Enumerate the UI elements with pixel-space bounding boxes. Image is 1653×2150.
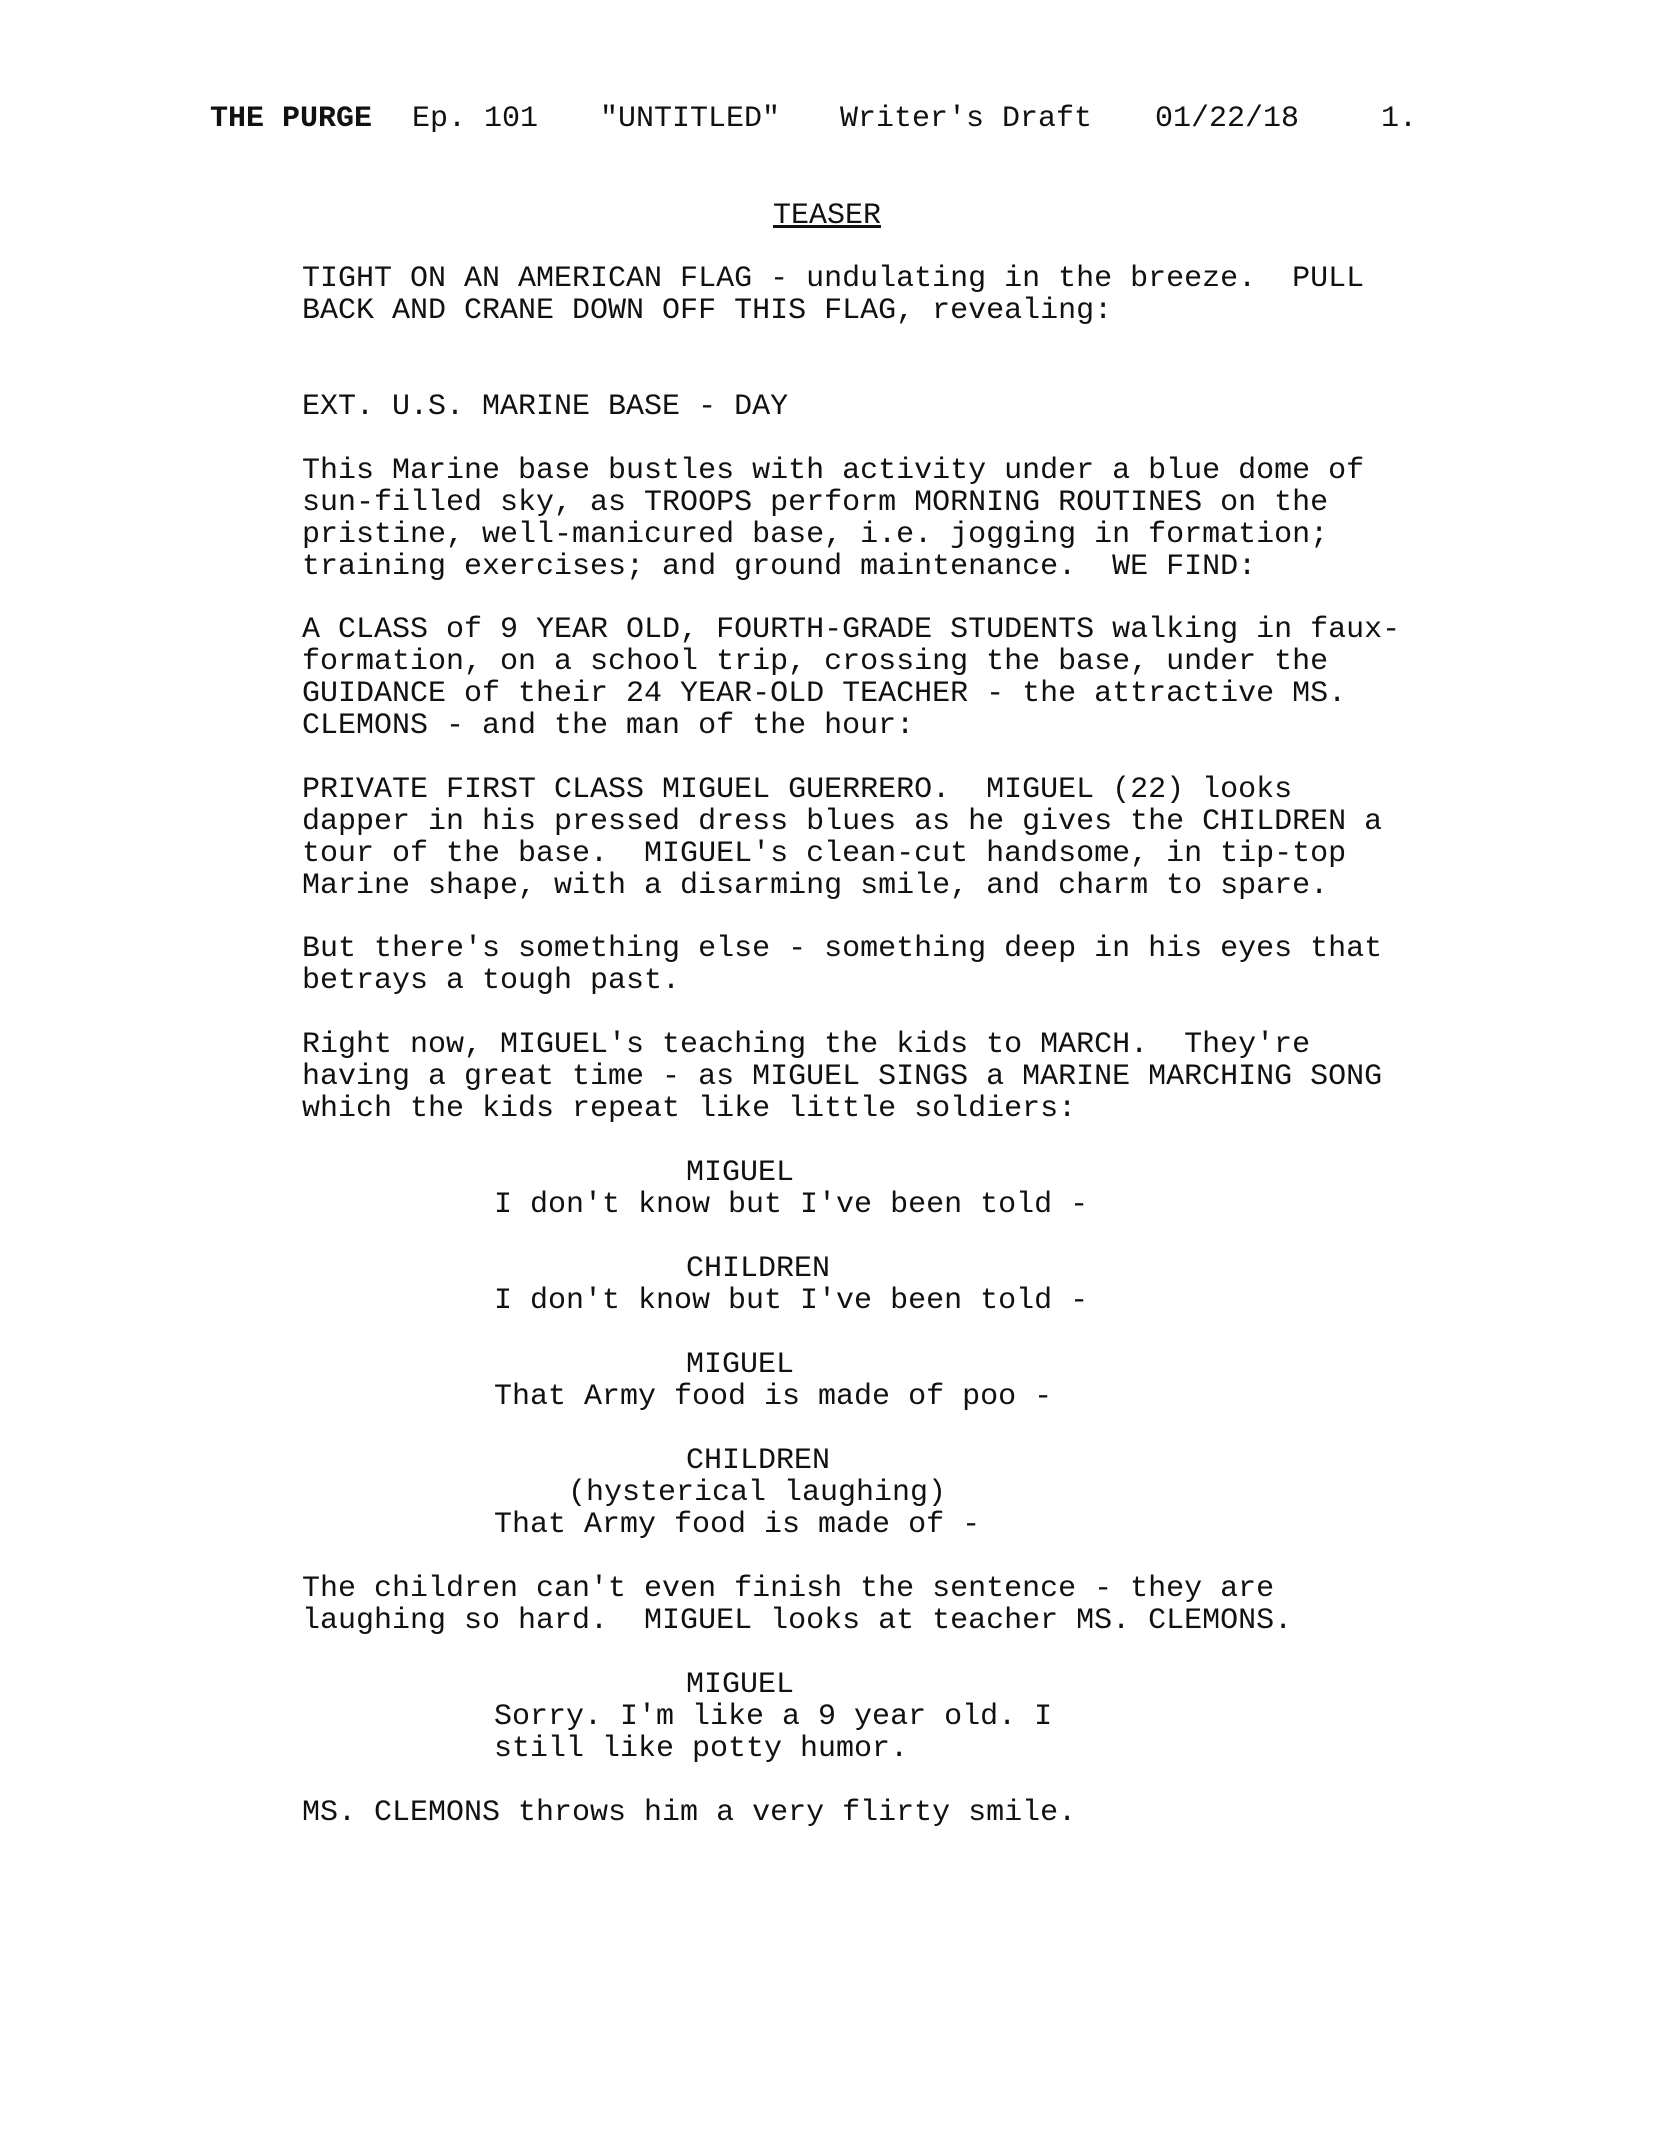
section-title: TEASER: [773, 199, 882, 233]
dialogue-line: I don't know but I've been told -: [494, 1284, 1089, 1318]
parenthetical: (hysterical laughing): [568, 1476, 947, 1510]
draft-date: 01/22/18: [1155, 102, 1300, 136]
action-line: pristine, well-manicured base, i.e. jogging in formation;: [302, 518, 1329, 552]
action-line: dapper in his pressed dress blues as he gives the CHILDREN a: [302, 805, 1383, 839]
draft-label: Writer's Draft: [840, 102, 1093, 136]
action-line: formation, on a school trip, crossing the base, under the: [302, 645, 1329, 679]
dialogue-line: I don't know but I've been told -: [494, 1188, 1089, 1222]
action-line: Marine shape, with a disarming smile, and charm to spare.: [302, 869, 1329, 903]
action-line: MS. CLEMONS throws him a very flirty smile.: [302, 1796, 1077, 1830]
action-line: BACK AND CRANE DOWN OFF THIS FLAG, revealing:: [302, 294, 1113, 328]
dialogue-line: Sorry. I'm like a 9 year old. I: [494, 1700, 1053, 1734]
action-line: having a great time - as MIGUEL SINGS a MARINE MARCHING SONG: [302, 1060, 1383, 1094]
dialogue-line: That Army food is made of poo -: [494, 1380, 1053, 1414]
episode-title: "UNTITLED": [600, 102, 781, 136]
episode-number: Ep. 101: [412, 102, 539, 136]
character-name: MIGUEL: [686, 1668, 795, 1702]
dialogue-line: That Army food is made of -: [494, 1508, 981, 1542]
action-line: GUIDANCE of their 24 YEAR-OLD TEACHER - the attractive MS.: [302, 677, 1347, 711]
page-number: 1.: [1381, 102, 1418, 136]
show-title: THE PURGE: [210, 102, 373, 136]
character-name: CHILDREN: [686, 1252, 831, 1286]
action-line: sun-filled sky, as TROOPS perform MORNING ROUTINES on the: [302, 486, 1329, 520]
action-line: laughing so hard. MIGUEL looks at teacher MS. CLEMONS.: [302, 1604, 1293, 1638]
action-line: TIGHT ON AN AMERICAN FLAG - undulating in the breeze. PULL: [302, 262, 1365, 296]
action-line: A CLASS of 9 YEAR OLD, FOURTH-GRADE STUDENTS walking in faux-: [302, 613, 1401, 647]
character-name: MIGUEL: [686, 1348, 795, 1382]
character-name: CHILDREN: [686, 1444, 831, 1478]
scene-heading: EXT. U.S. MARINE BASE - DAY: [302, 390, 789, 424]
action-line: PRIVATE FIRST CLASS MIGUEL GUERRERO. MIGUEL (22) looks: [302, 773, 1293, 807]
action-line: CLEMONS - and the man of the hour:: [302, 709, 915, 743]
action-line: But there's something else - something deep in his eyes that: [302, 932, 1383, 966]
character-name: MIGUEL: [686, 1156, 795, 1190]
action-line: which the kids repeat like little soldiers:: [302, 1092, 1077, 1126]
dialogue-line: still like potty humor.: [494, 1732, 909, 1766]
action-line: tour of the base. MIGUEL's clean-cut handsome, in tip-top: [302, 837, 1347, 871]
action-line: Right now, MIGUEL's teaching the kids to MARCH. They're: [302, 1028, 1311, 1062]
action-line: This Marine base bustles with activity under a blue dome of: [302, 454, 1365, 488]
action-line: betrays a tough past.: [302, 964, 681, 998]
action-line: training exercises; and ground maintenance. WE FIND:: [302, 550, 1257, 584]
action-line: The children can't even finish the sentence - they are: [302, 1572, 1275, 1606]
